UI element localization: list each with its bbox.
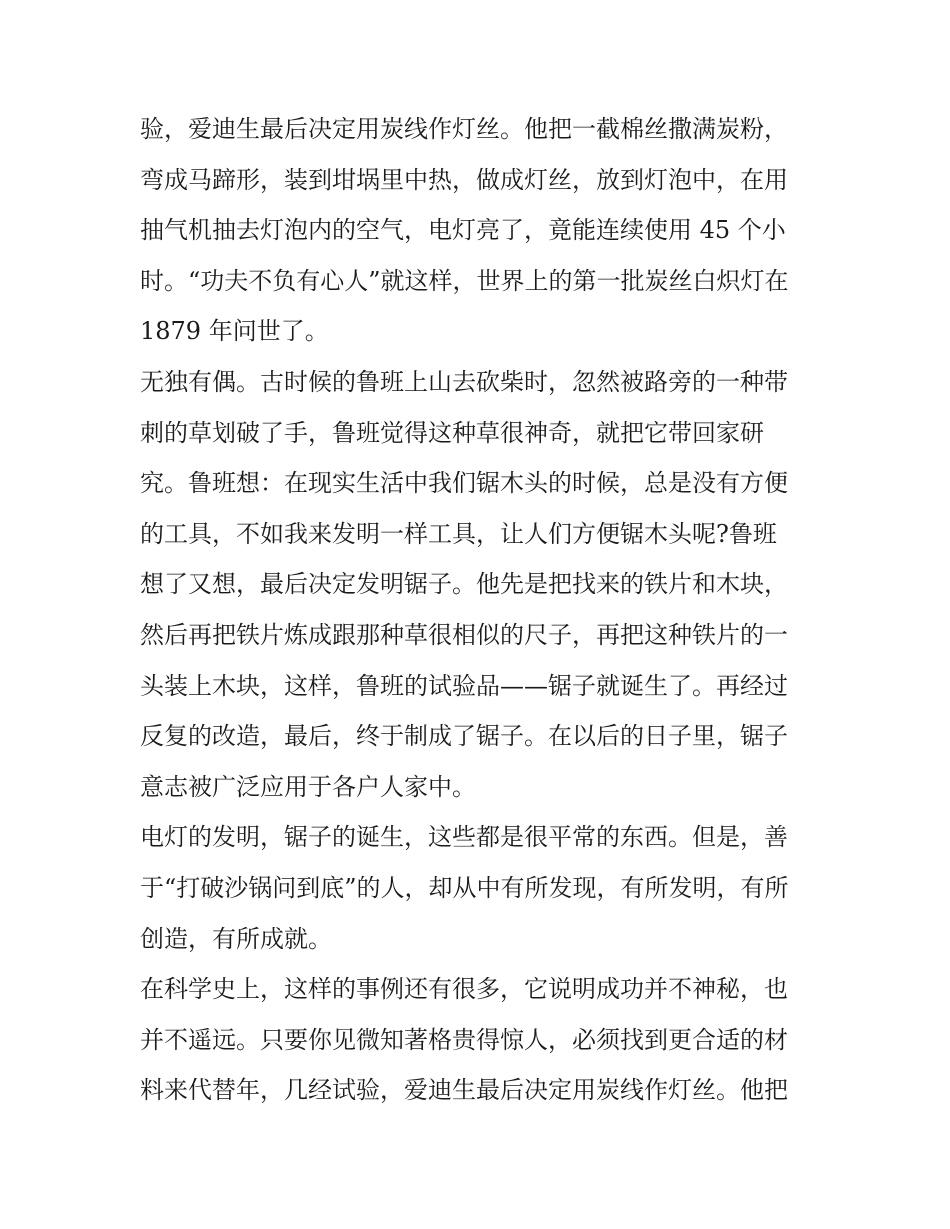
text-line: 抽气机抽去灯泡内的空气，电灯亮了，竟能连续使用 45 个小 bbox=[140, 216, 786, 245]
paragraph-luban-saw bbox=[140, 357, 812, 812]
text-line: 时。“功夫不负有心人”就这样，世界上的第一批炭丝白炽灯在 bbox=[140, 266, 789, 295]
text-line: 于“打破沙锅问到底”的人，却从中有所发现，有所发明，有所 bbox=[140, 873, 789, 902]
text-line: 究。鲁班想：在现实生活中我们锯木头的时候，总是没有方便 bbox=[140, 469, 788, 498]
text-line: 然后再把铁片炼成跟那种草很相似的尺子，再把这种铁片的一 bbox=[140, 620, 788, 649]
text-line: 电灯的发明，锯子的诞生，这些都是很平常的东西。但是，善 bbox=[140, 823, 788, 852]
text-line: 在科学史上，这样的事例还有很多，它说明成功并不神秘，也 bbox=[140, 975, 788, 1004]
document-body bbox=[140, 104, 812, 1116]
text-line: 弯成马蹄形，装到坩埚里中热，做成灯丝，放到灯泡中，在用 bbox=[140, 165, 788, 194]
text-line: 的工具，不如我来发明一样工具，让人们方便锯木头呢?鲁班 bbox=[140, 519, 777, 548]
text-line: 创造，有所成就。 bbox=[140, 924, 332, 953]
text-line: 无独有偶。古时候的鲁班上山去砍柴时，忽然被路旁的一种带 bbox=[140, 367, 788, 396]
text-line: 意志被广泛应用于各户人家中。 bbox=[140, 772, 476, 801]
text-line: 验，爱迪生最后决定用炭线作灯丝。他把一截棉丝撒满炭粉， bbox=[140, 115, 788, 143]
paragraph-discovery bbox=[140, 812, 812, 964]
text-line: 反复的改造，最后，终于制成了锯子。在以后的日子里，锯子 bbox=[140, 722, 788, 751]
paragraph-edison-filament bbox=[140, 104, 812, 357]
text-line: 料来代替年，几经试验，爱迪生最后决定用炭线作灯丝。他把 bbox=[140, 1076, 788, 1105]
text-line: 并不遥远。只要你见微知著格贵得惊人，必须找到更合适的材 bbox=[140, 1025, 788, 1054]
text-line: 头装上木块，这样，鲁班的试验品——锯子就诞生了。再经过 bbox=[140, 671, 788, 700]
text-line: 1879 年问世了。 bbox=[140, 317, 329, 346]
paragraph-science-history bbox=[140, 964, 812, 1116]
text-line: 想了又想，最后决定发明锯子。他先是把找来的铁片和木块， bbox=[140, 570, 788, 599]
text-line: 刺的草划破了手，鲁班觉得这种草很神奇，就把它带回家研 bbox=[140, 418, 764, 447]
